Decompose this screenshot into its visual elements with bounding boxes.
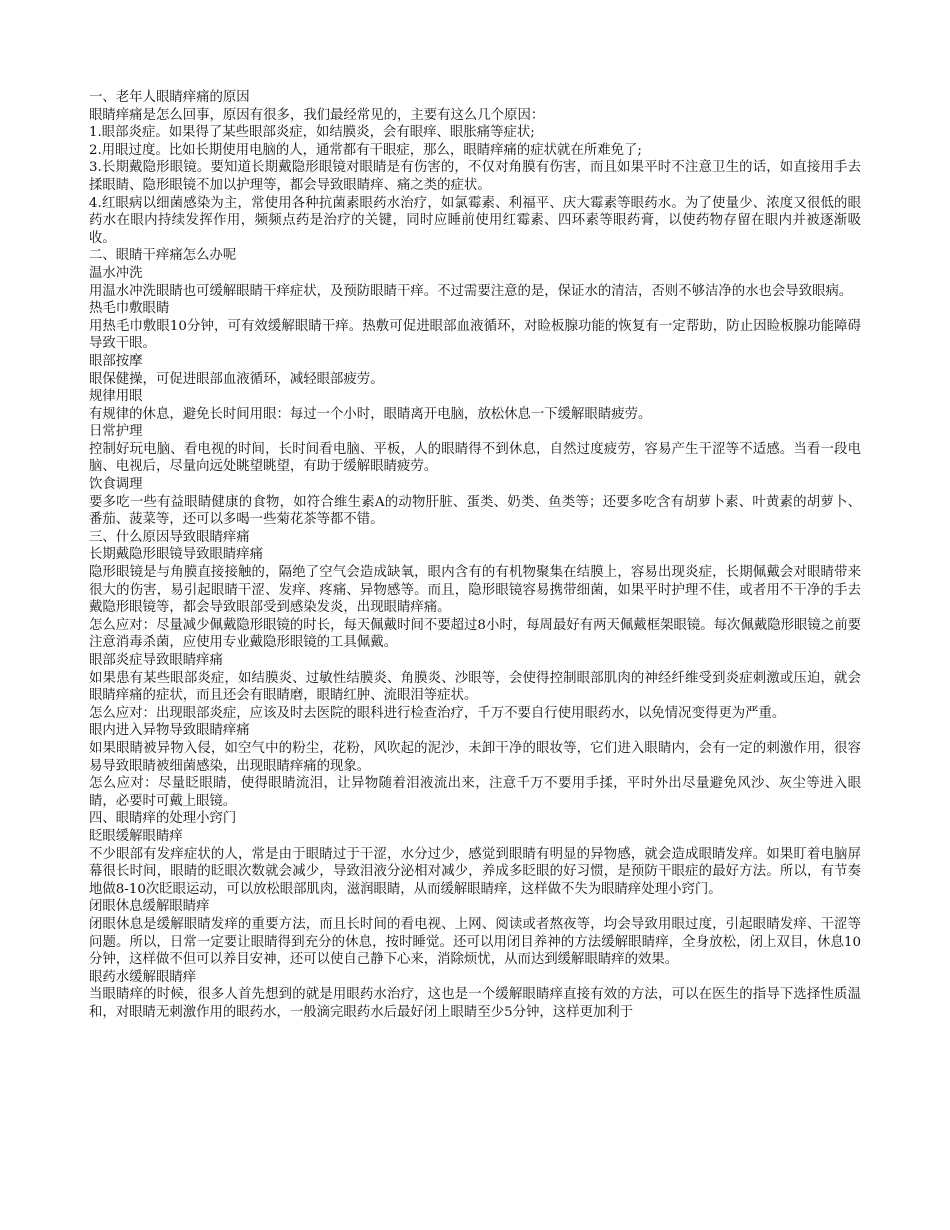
- paragraph: 眼睛痒痛是怎么回事，原因有很多，我们最经常见的，主要有这么几个原因：: [89, 107, 545, 123]
- list-item: 3.长期戴隐形眼镜。要知道长期戴隐形眼镜对眼睛是有伤害的，不仅对角膜有伤害，而且如果平时不注意卫生的话，如直接用手去揉眼睛、隐形眼镜不加以护理等，都会导致眼睛痒、痛之类的症状。: [89, 160, 861, 193]
- subheading: 日常护理: [89, 424, 143, 440]
- paragraph: 隐形眼镜是与角膜直接接触的，隔绝了空气会造成缺氧，眼内含有的有机物聚集在结膜上，容易出现炎症，长期佩戴会对眼睛带来很大的伤害，易引起眼睛干涩、发痒、疼痛、异物感等。而且，隐形眼镜容易携带细菌，如果平时护理不佳，或者用不干净的手去戴隐形眼镜等，都会导致眼部受到感染发炎，出现眼睛痒痛。: [89, 565, 861, 616]
- section-heading: 三、什么原因导致眼睛痒痛: [89, 529, 250, 545]
- paragraph: 控制好玩电脑、看电视的时间，长时间看电脑、平板，人的眼睛得不到休息，自然过度疲劳，容易产生干涩等不适感。当看一段电脑、电视后，尽量向远处眺望眺望，有助于缓解眼睛疲劳。: [89, 441, 861, 475]
- subheading: 眼部按摩: [89, 353, 143, 369]
- subheading: 温水冲洗: [89, 265, 143, 281]
- subheading: 眨眼缓解眼睛痒: [89, 828, 183, 844]
- subheading: 饮食调理: [89, 477, 143, 493]
- paragraph: 怎么应对：尽量眨眼睛，使得眼睛流泪，让异物随着泪液流出来，注意千万不要用手揉，平时外出尽量避免风沙、灰尘等进入眼睛，必要时可戴上眼镜。: [89, 776, 861, 809]
- subheading: 眼部炎症导致眼睛痒痛: [89, 653, 223, 668]
- paragraph: 闭眼休息是缓解眼睛发痒的重要方法，而且长时间的看电视、上网、阅读或者熬夜等，均会导致用眼过度，引起眼睛发痒、干涩等问题。所以，日常一定要让眼睛得到充分的休息，按时睡觉。还可以用闭目养神的方法缓解眼睛痒，全身放松，闭上双目，休息10分钟，这样做不但可以养目安神，还可以使自己静下心来，消除烦忧，从而达到缓解眼睛痒的效果。: [89, 916, 861, 968]
- subheading: 闭眼休息缓解眼睛痒: [89, 899, 210, 915]
- list-item: 2.用眼过度。比如长期使用电脑的人，通常都有干眼症，那么，眼睛痒痛的症状就在所难免了;: [89, 142, 642, 158]
- paragraph: 用热毛巾敷眼10分钟，可有效缓解眼睛干痒。热敷可促进眼部血液循环，对睑板腺功能的恢复有一定帮助，防止因睑板腺功能障碍导致干眼。: [89, 318, 861, 352]
- paragraph: 怎么应对：尽量减少佩戴隐形眼镜的时长，每天佩戴时间不要超过8小时，每周最好有两天佩戴框架眼镜。每次佩戴隐形眼镜之前要注意消毒杀菌，应使用专业戴隐形眼镜的工具佩戴。: [89, 617, 861, 651]
- paragraph: 怎么应对：出现眼部炎症，应该及时去医院的眼科进行检查治疗，千万不要自行使用眼药水，以免情况变得更为严重。: [89, 705, 786, 721]
- paragraph: 不少眼部有发痒症状的人，常是由于眼睛过于干涩，水分过少，感觉到眼睛有明显的异物感，就会造成眼睛发痒。如果盯着电脑屏幕很长时间，眼睛的眨眼次数就会减少，导致泪液分泌相对减少，养成多眨眼的好习惯，是预防干眼症的最好方法。所以，有节奏地做8-10次眨眼运动，可以放松眼部肌肉，滋润眼睛，从而缓解眼睛痒，这样做不失为眼睛痒处理小窍门。: [89, 846, 861, 897]
- list-item: 4.红眼病以细菌感染为主，常使用各种抗菌素眼药水治疗，如氯霉素、利福平、庆大霉素等眼药水。为了使量少、浓度又很低的眼药水在眼内持续发挥作用，频频点药是治疗的关键，同时应睡前使用红霉素、四环素等眼药膏，以使药物存留在眼内并被逐渐吸收。: [89, 195, 861, 246]
- paragraph: 要多吃一些有益眼睛健康的食物，如符合维生素A的动物肝脏、蛋类、奶类、鱼类等；还要多吃含有胡萝卜素、叶黄素的胡萝卜、番茄、菠菜等，还可以多喝一些菊花茶等都不错。: [89, 494, 861, 528]
- section-heading: 四、眼睛痒的处理小窍门: [89, 811, 237, 827]
- paragraph: 如果患有某些眼部炎症，如结膜炎、过敏性结膜炎、角膜炎、沙眼等，会使得控制眼部肌肉的神经纤维受到炎症刺激或压迫，就会眼睛痒痛的症状，而且还会有眼睛磨，眼睛红肿、流眼泪等症状。: [89, 670, 861, 704]
- subheading: 热毛巾敷眼睛: [89, 301, 170, 317]
- list-item: 1.眼部炎症。如果得了某些眼部炎症，如结膜炎，会有眼痒、眼胀痛等症状;: [89, 125, 535, 141]
- section-heading: 一、老年人眼睛痒痛的原因: [89, 90, 250, 105]
- subheading: 眼内进入异物导致眼睛痒痛: [89, 723, 250, 739]
- paragraph: 用温水冲洗眼睛也可缓解眼睛干痒症状，及预防眼睛干痒。不过需要注意的是，保证水的清洁，否则不够洁净的水也会导致眼病。: [89, 283, 853, 299]
- document-body: [89, 89, 861, 1021]
- subheading: 眼药水缓解眼睛痒: [89, 969, 197, 985]
- paragraph: 眼保健操，可促进眼部血液循环，减轻眼部疲劳。: [89, 371, 384, 387]
- paragraph: 如果眼睛被异物入侵，如空气中的粉尘，花粉，风吹起的泥沙，未卸干净的眼妆等，它们进入眼睛内，会有一定的刺激作用，很容易导致眼睛被细菌感染，出现眼睛痒痛的现象。: [89, 740, 861, 774]
- subheading: 长期戴隐形眼镜导致眼睛痒痛: [89, 547, 264, 563]
- paragraph: 有规律的休息，避免长时间用眼：每过一个小时，眼睛离开电脑，放松休息一下缓解眼睛疲劳。: [89, 406, 652, 422]
- section-heading: 二、眼睛干痒痛怎么办呢: [89, 248, 237, 264]
- subheading: 规律用眼: [89, 389, 143, 405]
- paragraph: 当眼睛痒的时候，很多人首先想到的就是用眼药水治疗，这也是一个缓解眼睛痒直接有效的方法，可以在医生的指导下选择性质温和，对眼睛无刺激作用的眼药水，一般滴完眼药水后最好闭上眼睛至少5分钟，这样更加利于: [89, 987, 861, 1020]
